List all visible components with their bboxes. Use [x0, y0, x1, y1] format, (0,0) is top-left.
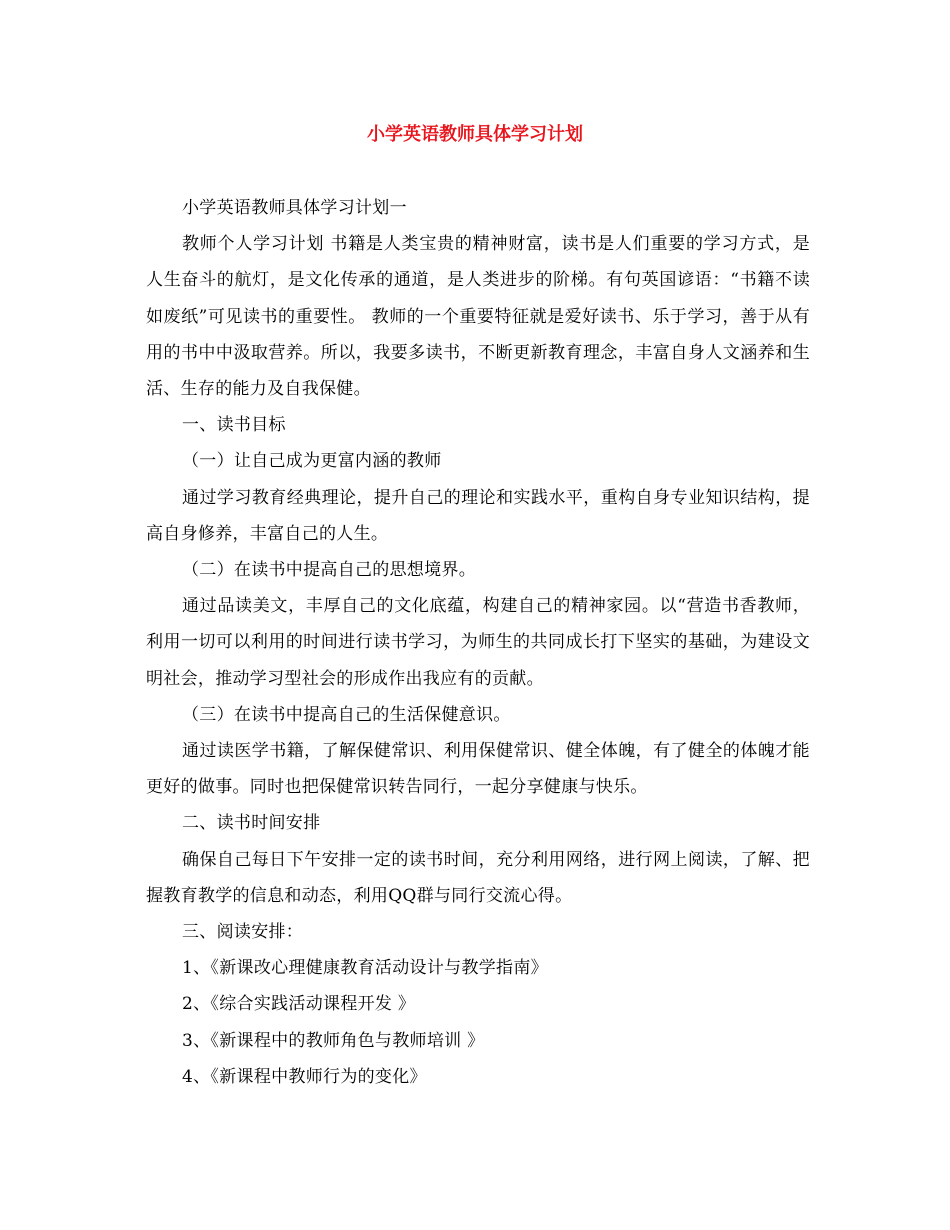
- paragraph-reading-time: 确保自己每日下午安排一定的读书时间，充分利用网络，进行网上阅读，了解、把握教育教学的信息和动态，利用QQ群与同行交流心得。: [146, 849, 810, 906]
- section-heading-reading-goals: 一、读书目标: [182, 415, 286, 436]
- list-item-book-3: 3、《新课程中的教师角色与教师培训 》: [182, 1030, 485, 1051]
- document-title: 小学英语教师具体学习计划: [367, 124, 583, 145]
- subheading-goal-2: （二）在读书中提高自己的思想境界。: [182, 560, 477, 581]
- subheading-goal-1: （一）让自己成为更富内涵的教师: [182, 451, 442, 472]
- paragraph-goal-3: 通过读医学书籍，了解保健常识、利用保健常识、健全体魄，有了健全的体魄才能更好的做事。同时也把保健常识转告同行，一起分享健康与快乐。: [146, 741, 810, 798]
- section-heading-reading-time: 二、读书时间安排: [182, 813, 321, 834]
- paragraph-intro: 教师个人学习计划 书籍是人类宝贵的精神财富，读书是人们重要的学习方式，是人生奋斗的航灯，是文化传承的通道，是人类进步的阶梯。有句英国谚语：“书籍不读如废纸”可见读书的重要性。 教师的一个重要特征就是爱好读书、乐于学习，善于从有用的书中中汲取营养。所以，我要多读书，不断更新教育理念，丰富自身人文涵养和生活、生存的能力及自我保健。: [146, 234, 810, 400]
- list-item-book-4: 4、《新课程中教师行为的变化》: [182, 1066, 427, 1087]
- list-item-book-1: 1、《新课改心理健康教育活动设计与教学指南》: [182, 958, 548, 979]
- section-heading-reading-plan: 三、阅读安排：: [182, 922, 304, 943]
- paragraph-subtitle: 小学英语教师具体学习计划一: [182, 198, 407, 218]
- subheading-goal-3: （三）在读书中提高自己的生活保健意识。: [182, 704, 511, 725]
- document-body: [146, 190, 810, 1095]
- paragraph-goal-1: 通过学习教育经典理论，提升自己的理论和实践水平，重构自身专业知识结构，提高自身修养，丰富自己的人生。: [146, 487, 810, 544]
- paragraph-goal-2: 通过品读美文，丰厚自己的文化底蕴，构建自己的精神家园。以“营造书香教师，利用一切可以利用的时间进行读书学习，为师生的共同成长打下坚实的基础，为建设文明社会，推动学习型社会的形成作出我应有的贡献。: [146, 596, 810, 689]
- list-item-book-2: 2、《综合实践活动课程开发 》: [182, 994, 416, 1015]
